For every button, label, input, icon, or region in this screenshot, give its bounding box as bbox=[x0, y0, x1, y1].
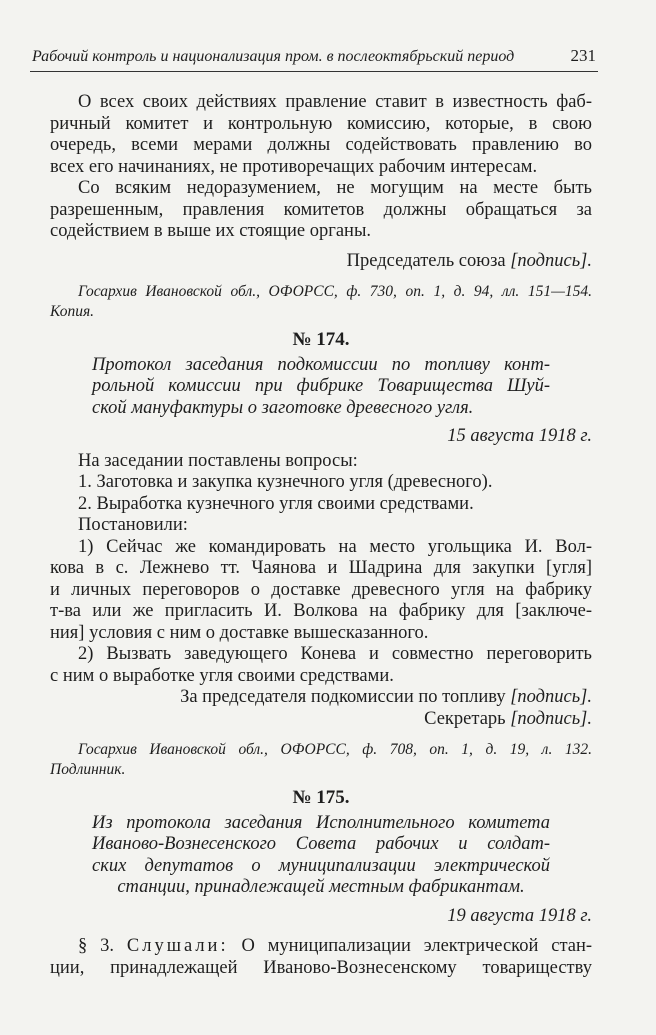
page-number: 231 bbox=[570, 46, 596, 65]
page-body bbox=[50, 92, 592, 979]
title-line: ских депутатов о муниципализации электрической bbox=[92, 855, 550, 876]
text-line: О всех своих действиях правление ставит в известность фаб- bbox=[78, 92, 592, 112]
text-line: ции, принадлежащей Иваново-Вознесенскому товариществу bbox=[50, 957, 592, 978]
text-line: всех его начинаниях, не противоречащих рабочим интересам. bbox=[50, 156, 538, 177]
text-line: очередь, всеми мерами должны содействовать правлению во bbox=[50, 135, 592, 155]
signature: Председатель союза bbox=[346, 250, 506, 271]
paragraph-label: Слушали: bbox=[126, 936, 229, 956]
title-line: Протокол заседания подкомиссии по топливу конт- bbox=[92, 354, 550, 375]
text-line: 1. Заготовка и закупка кузнечного угля (древесного). bbox=[78, 472, 493, 492]
title-line: Иваново-Вознесенского Совета рабочих и солдат- bbox=[92, 834, 550, 854]
document-175 bbox=[50, 787, 592, 979]
text-line: разрешенным, правления комитетов должны обращаться за bbox=[50, 199, 592, 220]
text-line: кова в с. Лежнево тт. Чаянова и Шадрина для закупки [угля] bbox=[50, 558, 592, 578]
document-number: № 174. bbox=[292, 329, 350, 350]
text-line: ричный комитет и контрольную комиссию, которые, в свою bbox=[50, 113, 592, 134]
text-line: т-ва или же пригласить И. Волкова на фабрику для [заключе- bbox=[50, 601, 592, 621]
text-line: 1) Сейчас же командировать на место угольщика И. Вол- bbox=[78, 536, 592, 557]
title-line: рольной комиссии при фибрике Товарищества Шуй- bbox=[92, 376, 550, 396]
title-line: ской мануфактуры о заготовке древесного угля. bbox=[92, 397, 474, 418]
archive-note: Копия. bbox=[50, 303, 95, 320]
signature-line bbox=[50, 251, 592, 273]
running-title: Рабочий контроль и национализация пром. в послеоктябрьский период bbox=[32, 48, 515, 65]
signature-mark: [подпись]. bbox=[510, 687, 592, 707]
signature-line bbox=[50, 687, 592, 709]
title-line: станции, принадлежащей местным фабрикантам. bbox=[117, 877, 525, 897]
title-line: Из протокола заседания Исполнительного комитета bbox=[92, 812, 550, 833]
signature-mark: [подпись]. bbox=[510, 250, 592, 271]
document-number: № 175. bbox=[292, 787, 350, 808]
document-title bbox=[50, 355, 592, 420]
document-174 bbox=[50, 329, 592, 780]
text-line: Со всяким недоразумением, не могущим на месте быть bbox=[78, 178, 592, 198]
paragraph-text: О муниципализации электрической стан- bbox=[241, 936, 593, 956]
text-line: 2. Выработка кузнечного угля своими средствами. bbox=[78, 493, 474, 514]
text-line: с ним о выработке угля своими средствами. bbox=[50, 665, 394, 686]
text-line: На заседании поставлены вопросы: bbox=[78, 450, 358, 471]
text-line: ния] условия с ним о доставке вышесказанного. bbox=[50, 622, 429, 643]
paragraph-number: § 3. bbox=[78, 936, 114, 956]
text-line: и личных переговоров о доставке древесного угля на фабрику bbox=[50, 579, 592, 600]
archive-note: Подлинник. bbox=[50, 761, 126, 778]
signature: Секретарь bbox=[424, 708, 506, 729]
running-header bbox=[32, 46, 596, 68]
document-title bbox=[50, 813, 592, 899]
archive-source: Госархив Ивановской обл., ОФОРСС, ф. 708, оп. 1, д. 19, л. 132. bbox=[78, 741, 592, 758]
text-line bbox=[50, 936, 592, 958]
intro-text bbox=[50, 92, 592, 322]
text-line: содействием в выше их стоящие органы. bbox=[50, 221, 372, 241]
text-line: 2) Вызвать заведующего Конева и совместно переговорить bbox=[78, 644, 592, 664]
document-date: 15 августа 1918 г. bbox=[447, 426, 592, 446]
document-date: 19 августа 1918 г. bbox=[447, 905, 592, 926]
text-line: Постановили: bbox=[78, 515, 188, 535]
signature-line bbox=[50, 709, 592, 731]
archive-source: Госархив Ивановской обл., ОФОРСС, ф. 730, оп. 1, д. 94, лл. 151—154. bbox=[78, 283, 592, 300]
header-rule bbox=[30, 71, 598, 72]
signature-mark: [подпись]. bbox=[510, 708, 592, 729]
signature: За председателя подкомиссии по топливу bbox=[180, 687, 506, 707]
